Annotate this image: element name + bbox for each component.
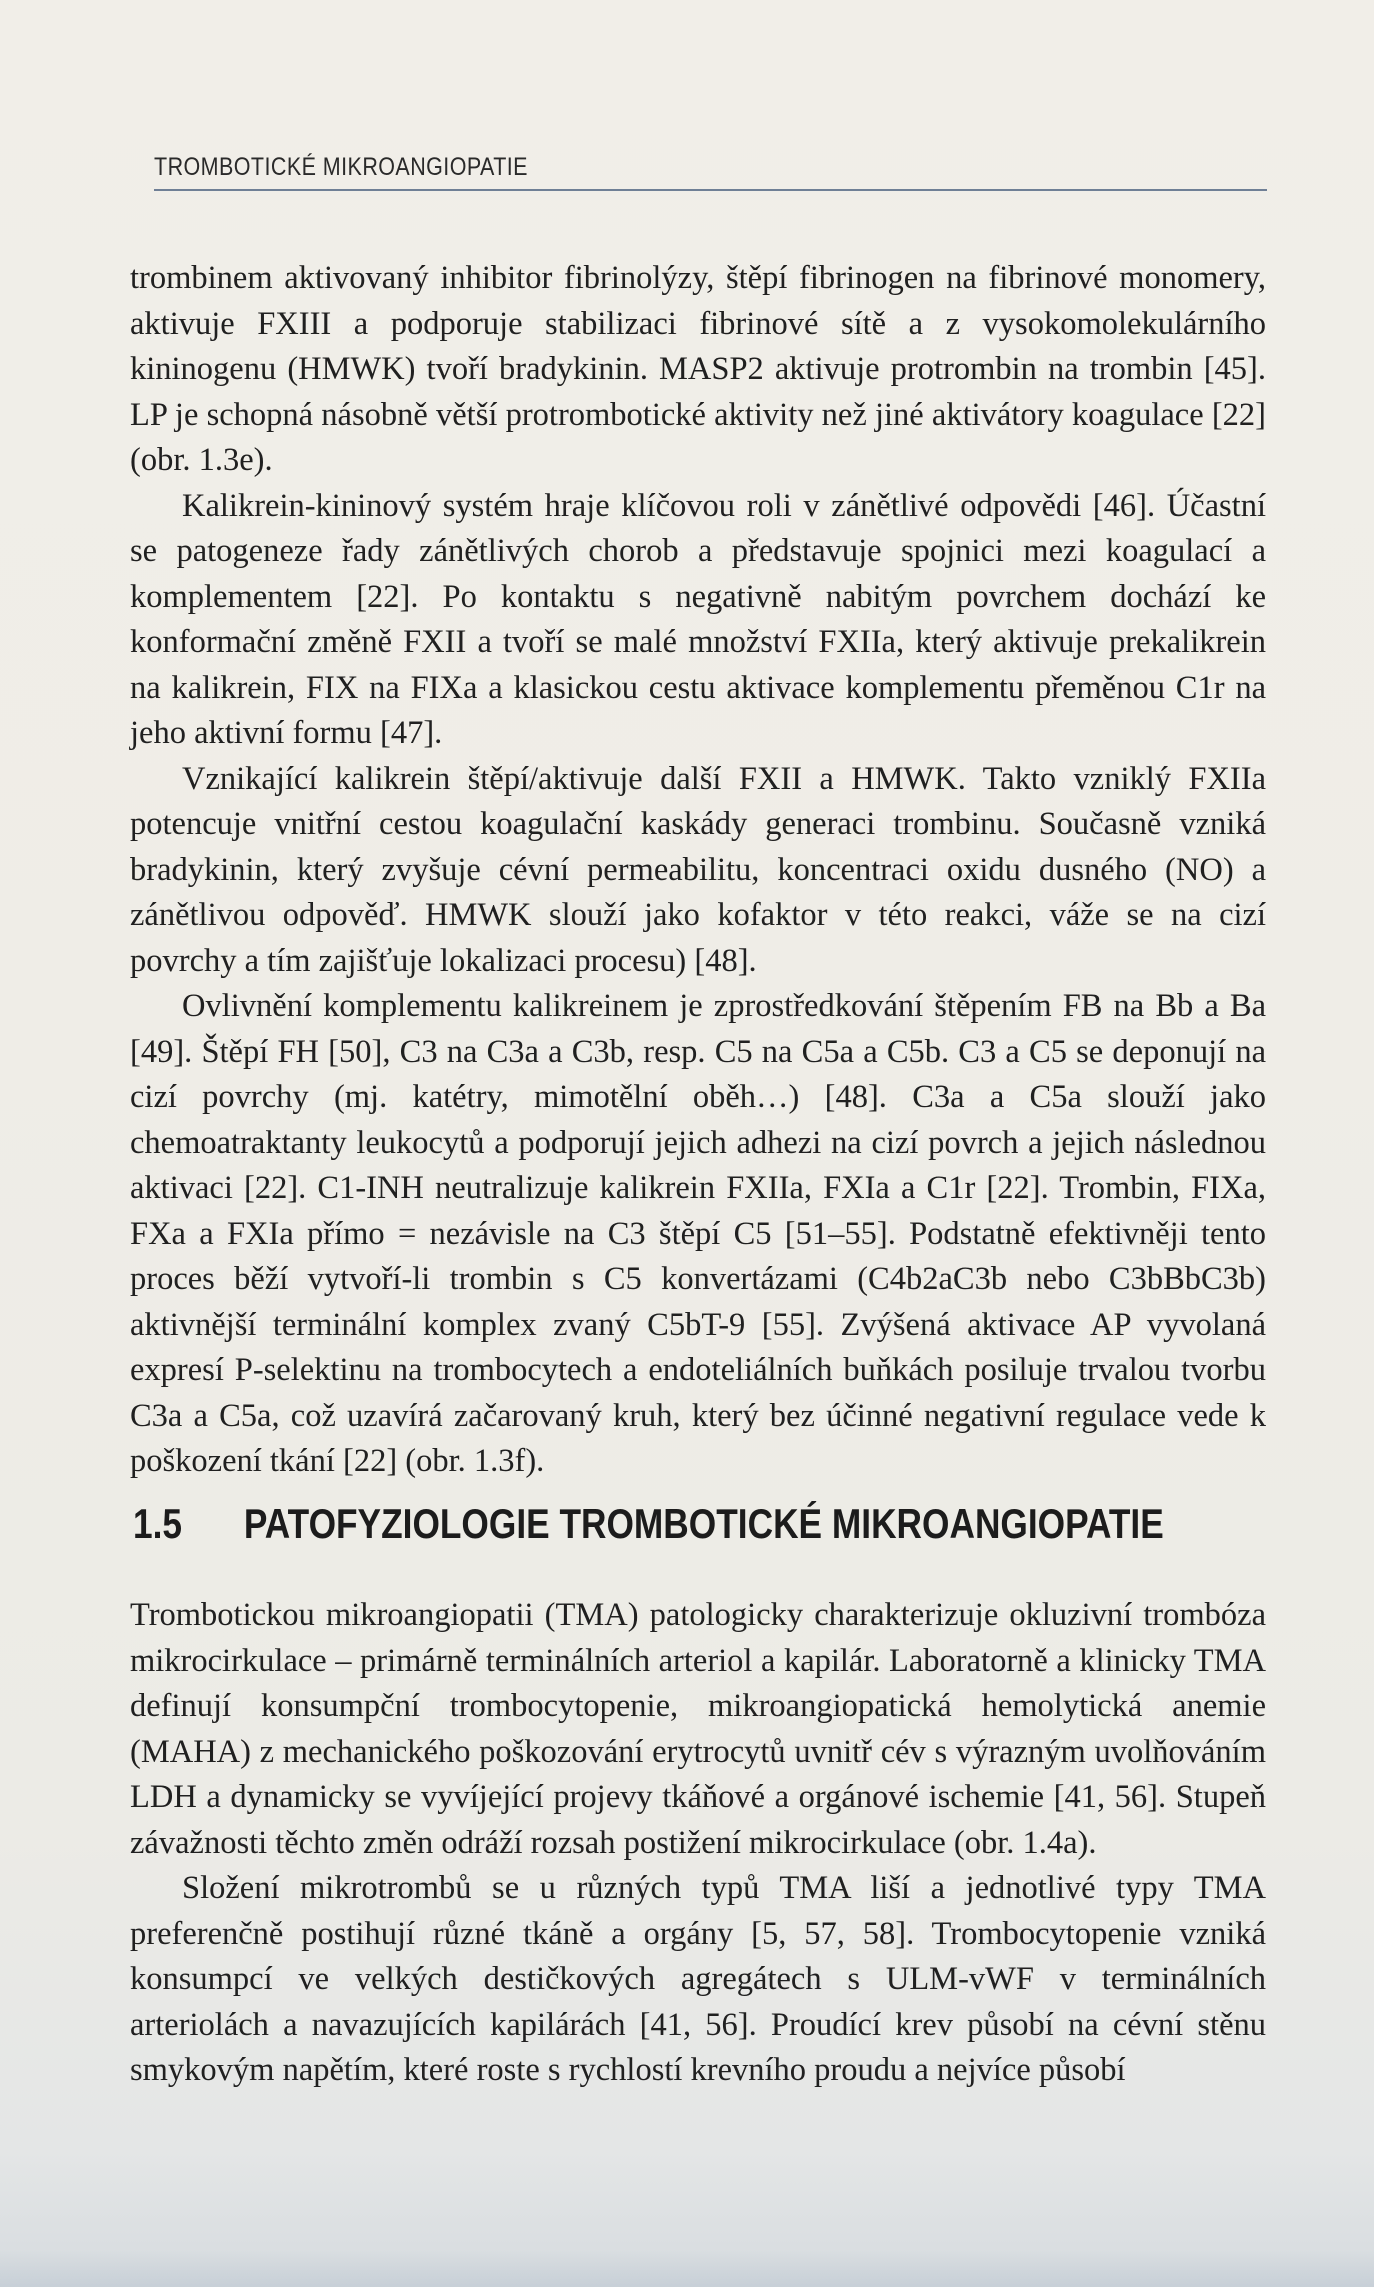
paragraph-1: trombinem aktivovaný inhibitor fibrinolýzy, štěpí fibrinogen na fibrinové monomery, aktivuje FXIII a podporuje stabilizaci fibrinové sítě a z vysokomolekulárního kininogenu (HMWK) tvoří bradykinin. MASP2 aktivuje protrombin na trombin [45]. LP je schopná násobně větší protrombotické aktivity než jiné aktivátory koagulace [22] (obr. 1.3e).	[130, 260, 1266, 478]
paragraph-5: Trombotickou mikroangiopatii (TMA) patologicky charakterizuje okluzivní trombóza mikrocirkulace – primárně terminálních arteriol a kapilár. Laboratorně a klinicky TMA definují konsumpční trombocytopenie, mikroangiopatická hemolytická anemie (MAHA) z mechanického poškozování erytrocytů uvnitř cév s výrazným uvolňováním LDH a dynamicky se vyvíjející projevy tkáňové a orgánové ischemie [41, 56]. Stupeň závažnosti těchto změn odráží rozsah postižení mikrocirkulace (obr. 1.4a).	[130, 1597, 1266, 1861]
header-rule	[154, 189, 1267, 191]
text-block-bottom	[130, 1593, 1266, 2094]
text-block-top	[130, 256, 1266, 1485]
paragraph-4: Ovlivnění komplementu kalikreinem je zprostředkování štěpením FB na Bb a Ba [49]. Štěpí FH [50], C3 na C3a a C3b, resp. C5 na C5a a C5b. C3 a C5 se deponují na cizí povrchy (mj. katétry, mimotělní oběh…) [48]. C3a a C5a slouží jako chemoatraktanty leukocytů a podporují jejich adhezi na cizí povrch a jejich následnou aktivaci [22]. C1-INH neutralizuje kalikrein FXIIa, FXIa a C1r [22]. Trombin, FIXa, FXa a FXIa přímo = nezávisle na C3 štěpí C5 [51–55]. Podstatně efektivněji tento proces běží vytvoří-li trombin s C5 konvertázami (C4b2aC3b nebo C3bBbC3b) aktivnější terminální komplex zvaný C5bT-9 [55]. Zvýšená aktivace AP vyvolaná expresí P-selektinu na trombocytech a endoteliálních buňkách posiluje trvalou tvorbu C3a a C5a, což uzavírá začarovaný kruh, který bez účinné negativní regulace vede k poškození tkání [22] (obr. 1.3f).	[130, 988, 1266, 1479]
running-head: TROMBOTICKÉ MIKROANGIOPATIE	[154, 153, 528, 181]
page-bottom-edge	[0, 2250, 1374, 2287]
paragraph-6: Složení mikrotrombů se u různých typů TMA liší a jednotlivé typy TMA preferenčně postihují různé tkáně a orgány [5, 57, 58]. Trombocytopenie vzniká konsumpcí ve velkých destičkových agregátech s ULM-vWF v terminálních arteriolách a navazujících kapilárách [41, 56]. Proudící krev působí na cévní stěnu smykovým napětím, které roste s rychlostí krevního proudu a nejvíce působí	[130, 1870, 1266, 2088]
paragraph-3: Vznikající kalikrein štěpí/aktivuje další FXII a HMWK. Takto vzniklý FXIIa potencuje vnitřní cestou koagulační kaskády generaci trombinu. Současně vzniká bradykinin, který zvyšuje cévní permeabilitu, koncentraci oxidu dusného (NO) a zánětlivou odpověď. HMWK slouží jako kofaktor v této reakci, váže se na cizí povrchy a tím zajišťuje lokalizaci procesu) [48].	[130, 760, 1266, 979]
paragraph-2: Kalikrein-kininový systém hraje klíčovou roli v zánětlivé odpovědi [46]. Účastní se patogeneze řady zánětlivých chorob a představuje spojnici mezi koagulací a komplementem [22]. Po kontaktu s negativně nabitým povrchem dochází ke konformační změně FXII a tvoří se malé množství FXIIa, který aktivuje prekalikrein na kalikrein, FIX na FIXa a klasickou cestu aktivace komplementu přeměnou C1r na jeho aktivní formu [47].	[130, 487, 1266, 751]
section-title: PATOFYZIOLOGIE TROMBOTICKÉ MIKROANGIOPATIE	[243, 1500, 1164, 1547]
section-number: 1.5	[133, 1500, 183, 1547]
section-heading	[133, 1500, 1164, 1548]
